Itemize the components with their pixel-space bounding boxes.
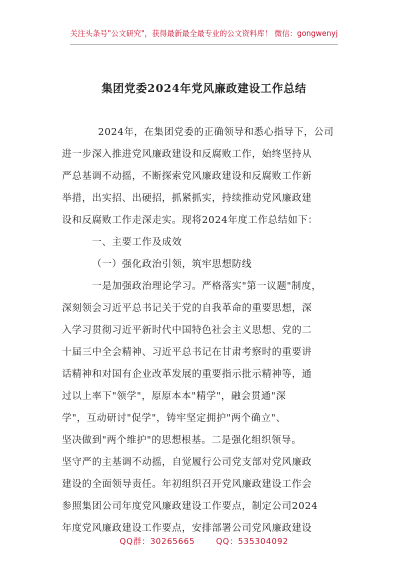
document-body	[62, 122, 348, 540]
body-line: 建设的全面领导责任。年初组织召开党风廉政建设工作会	[62, 479, 312, 490]
body-line: 一是加强政治理论学习。严格落实"第一议题"制度，	[92, 281, 322, 292]
footer-qq: QQ：535304092	[215, 537, 289, 546]
body-line: 十届三中全会精神、习近平总书记在甘肃考察时的重要讲	[62, 347, 312, 358]
body-line: 入学习贯彻习近平新时代中国特色社会主义思想、党的二	[62, 325, 312, 336]
body-line: 坚决做到"两个维护"的思想根基。二是强化组织领导。	[62, 435, 302, 446]
body-line: 深刻领会习近平总书记关于党的自我革命的重要思想，深	[62, 303, 312, 314]
header-divider	[70, 44, 338, 45]
body-line: 参照集团公司年度党风廉政建设工作要点，制定公司2024	[62, 501, 318, 512]
body-line: 学"，互动研讨"促学"，铸牢坚定拥护"两个确立"、	[62, 413, 286, 424]
body-line: 坚守严的主基调不动摇，自觉履行公司党支部对党风廉政	[62, 457, 312, 468]
body-line: 过以上率下"领学"，原原本本"精学"，融会贯通"深	[62, 391, 286, 402]
document-title: 集团党委2024年党风廉政建设工作总结	[101, 82, 307, 95]
footer-qq-group: QQ群：30265665	[119, 537, 195, 546]
header-note: 关注头条号"公文研究"，获得最新最全最专业的公文资料库！ 微信：gongwenyj	[70, 29, 338, 38]
section-heading: 一、主要工作及成效	[92, 237, 182, 248]
body-line: 年度党风廉政建设工作要点，安排部署公司党风廉政建设	[62, 523, 312, 534]
body-line: 严总基调不动摇，不断探索党风廉政建设和反腐败工作新	[62, 171, 312, 182]
subsection-heading: （一）强化政治引领，筑牢思想防线	[92, 259, 252, 270]
body-line: 设和反腐败工作走深走实。现将2024年度工作总结如下：	[62, 215, 318, 226]
body-line: 举措，出实招、出硬招，抓紧抓实，持续推动党风廉政建	[62, 193, 312, 204]
body-line: 话精神和对国有企业改革发展的重要指示批示精神等，通	[62, 369, 312, 380]
body-line: 2024年，在集团党委的正确领导和悉心指导下，公司	[98, 127, 334, 138]
footer-contact	[0, 536, 408, 547]
body-line: 进一步深入推进党风廉政建设和反腐败工作，始终坚持从	[62, 149, 312, 160]
